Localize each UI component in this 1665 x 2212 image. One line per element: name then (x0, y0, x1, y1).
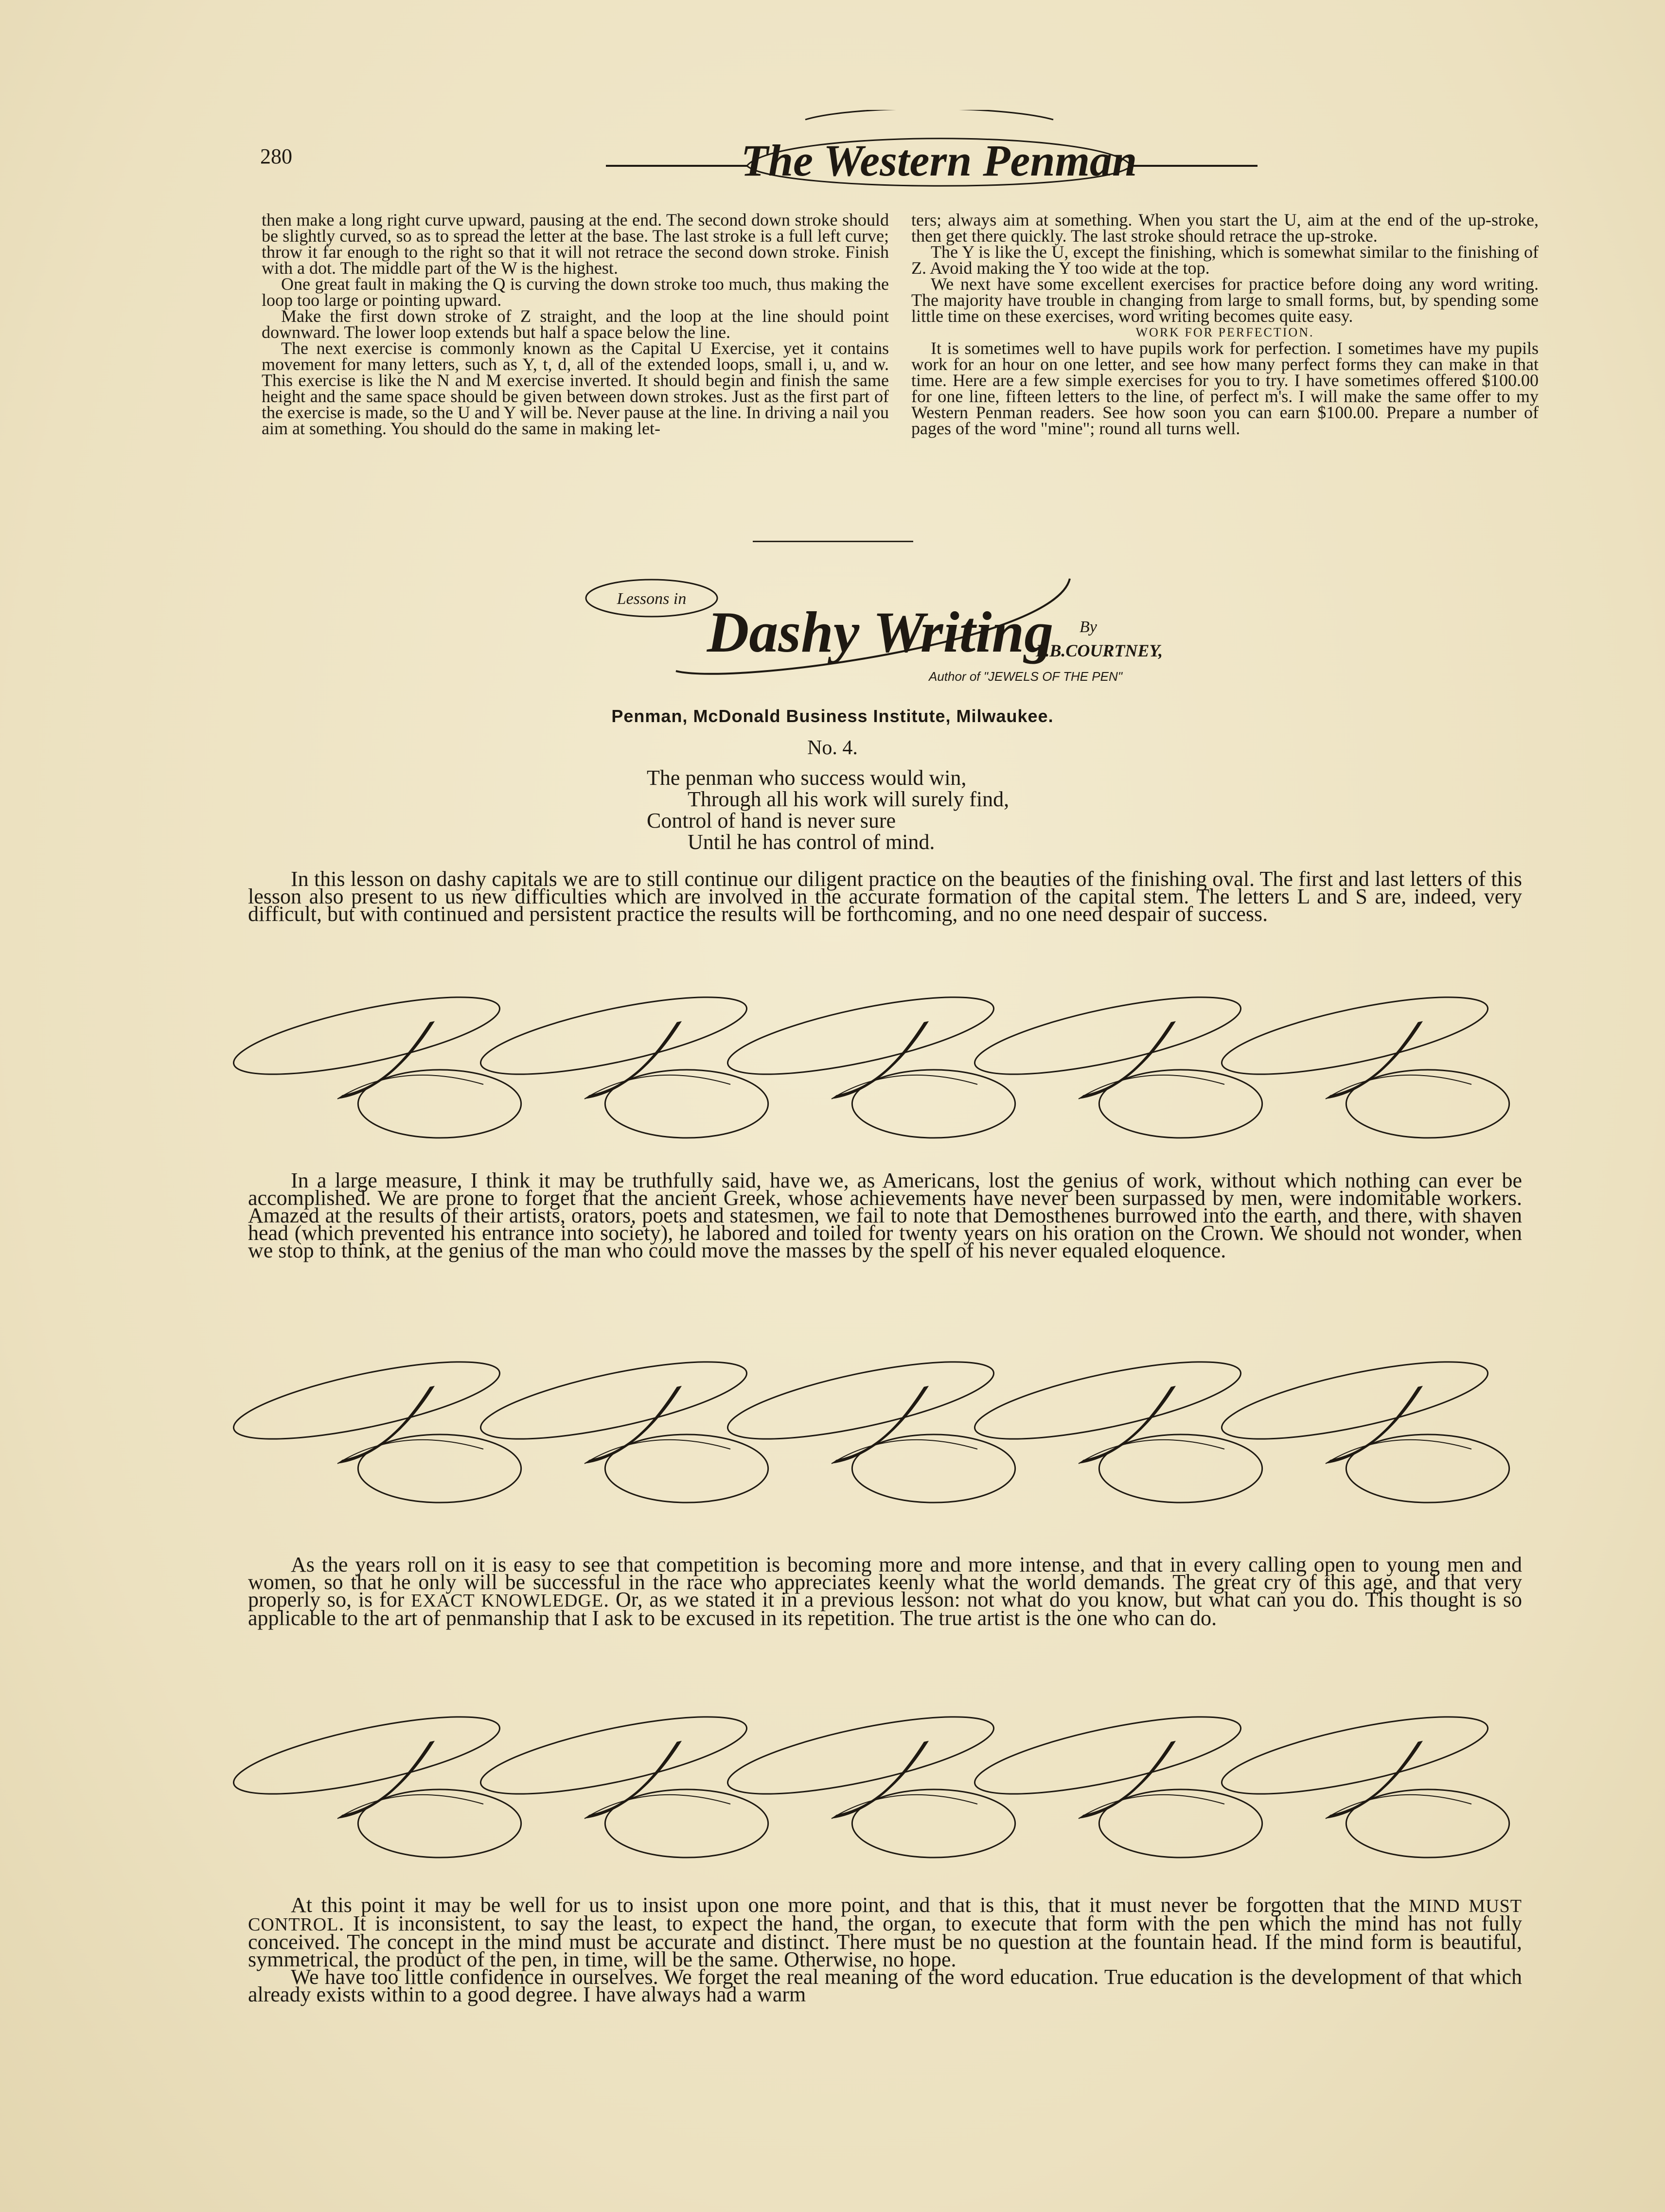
poem-line: The penman who success would win, (647, 766, 967, 790)
right-column (911, 212, 1539, 437)
title-by: By (1080, 618, 1097, 636)
lesson-title-dashy-writing (579, 559, 1221, 690)
masthead-the-western-penman (601, 110, 1260, 197)
masthead-title: The Western Penman (741, 136, 1137, 185)
exercise-letter-n (228, 1702, 521, 1858)
paragraph-2 (248, 1168, 1522, 1262)
poem-line: Through all his work will surely find, (688, 787, 1010, 811)
left-column (262, 212, 889, 437)
title-main: Dashy Writing (707, 600, 1054, 664)
masthead-flourish-top (805, 110, 1053, 120)
paragraph-text (248, 1553, 1522, 1630)
paragraph-text (248, 1893, 1522, 1971)
paragraph-4-before: At this point it may be well for us to insist upon one more point, and that is this, that it must never be forgotten that the (291, 1893, 1409, 1917)
left-paragraph: The next exercise is commonly known as the Capital U Exercise, yet it contains movement for many letters, such as Y, t, d, all of the extended loops, small i, u, and w. This exercise is like the N and M exercise inverted. It should begin and finish the same height and the same space should be given between down strokes. Just as the first part of the exercise is made, so the U and Y will be. Never pause at the line. In driving a nail you aim at something. You should do the same in making let- (262, 338, 889, 438)
poem (647, 767, 1009, 853)
emphasis-mind-must-control: MIND MUST CONTROL (248, 1896, 1522, 1935)
issue-number: No. 4. (807, 737, 858, 759)
emphasis-exact-knowledge: EXACT KNOWLEDGE (411, 1591, 604, 1611)
exercise-letter-n (1216, 1702, 1509, 1858)
exercise-letter-m (722, 1347, 1015, 1503)
exercise-letter-n (722, 1702, 1015, 1858)
exercise-letter-m (969, 1347, 1262, 1503)
exercise-row-capital-m (0, 1347, 1665, 1522)
paragraph-5: We have too little confidence in ourselves. We forget the real meaning of the word education. True education is the development of that which already exists within to a good degree. I have always had a warm (248, 1965, 1522, 2006)
title-author: F.B.COURTNEY, (1036, 641, 1163, 660)
paragraph-3-before: As the years roll on it is easy to see that competition is becoming more and more intense, and that in every calling open to young men and women, so that he only will be successful in the race who appreciates keenly what the world demands. The great cry of this age, and that very properly so, is for (248, 1553, 1522, 1611)
right-paragraph: We next have some excellent exercises for practice before doing any word writing. The majority have trouble in changing from large to small forms, but, by spending some little time on these exercises, word writing becomes quite easy. (911, 274, 1539, 326)
paragraph-4 (248, 1893, 1522, 2006)
paragraph-3 (248, 1553, 1522, 1630)
exercise-letter-m (1216, 1347, 1509, 1503)
title-author-credit: Author of "JEWELS OF THE PEN" (929, 669, 1122, 684)
exercise-row-capital-n (0, 1702, 1665, 1877)
paragraph-text: In a large measure, I think it may be truthfully said, have we, as Americans, lost the genius of work, without which nothing can ever be accomplished. We are prone to forget that the ancient Greek, whose achievements have never been surpassed by men, were indomitable workers. Amazed at the results of their artists, orators, poets and statesmen, we fail to note that Demosthenes burrowed into the earth, and there, with shaven head (which prevented his entrance into society), he labored and toiled for twenty years on his oration on the Crown. We should not wonder, when we stop to think, at the genius of the man who could move the masses by the spell of his never equaled eloquence. (248, 1168, 1522, 1262)
section-heading-work-for-perfection: WORK FOR PERFECTION. (1135, 325, 1314, 339)
exercise-letter-l (722, 982, 1015, 1138)
exercise-letter-m (475, 1347, 768, 1503)
left-paragraph: then make a long right curve upward, pausing at the end. The second down stroke should be slightly curved, so as to spread the letter at the base. The last stroke is a full left curve; throw it far enough to the right so that it will not retrace the second down stroke. Finish with a dot. The middle part of the W is the highest. (262, 210, 889, 278)
paragraph-text: In this lesson on dashy capitals we are to still continue our diligent practice on the beauties of the finishing oval. The first and last letters of this lesson also present to us new difficulties which are involved in the accurate formation of the capital stem. The letters L and S are, indeed, very difficult, but with continued and persistent practice the results will be forthcoming, and no one need despair of success. (248, 867, 1522, 926)
exercise-letter-l (475, 982, 768, 1138)
exercise-letter-l (228, 982, 521, 1138)
exercise-letter-n (969, 1702, 1262, 1858)
right-paragraph: It is sometimes well to have pupils work for perfection. I sometimes have my pupils work for an hour on one letter, and see how many perfect forms they can make in that time. Here are a few simple exercises for you to try. I have sometimes offered $100.00 for one line, fifteen letters to the line, of perfect m's. I will make the same offer to my Western Penman readers. See how soon you can earn $100.00. Prepare a number of pages of the word "mine"; round all turns well. (911, 338, 1539, 438)
institute-line: Penman, McDonald Business Institute, Milwaukee. (611, 706, 1054, 726)
poem-line: Control of hand is never sure (647, 809, 896, 832)
section-divider (753, 541, 913, 542)
title-prefix: Lessons in (617, 590, 687, 608)
right-paragraph: ters; always aim at something. When you start the U, aim at the end of the up-stroke, then get there quickly. The last stroke should retrace the up-stroke. (911, 210, 1539, 246)
left-paragraph: One great fault in making the Q is curving the down stroke too much, thus making the loop too large or pointing upward. (262, 274, 889, 310)
poem-line: Until he has control of mind. (688, 830, 935, 854)
paragraph-1 (248, 867, 1522, 926)
left-paragraph: Make the first down stroke of Z straight, and the loop at the line should point downward. The lower loop extends but half a space below the line. (262, 306, 889, 342)
paragraph-3-after: . Or, as we stated it in a previous lesson: not what do you know, but what can you do. This thought is so applicable to the art of penmanship that I ask to be excused in its repetition. The true artist is the one who can do. (248, 1588, 1522, 1630)
page-number: 280 (260, 144, 292, 168)
right-paragraph: The Y is like the U, except the finishing, which is somewhat similar to the finishing of Z. Avoid making the Y too wide at the top. (911, 242, 1539, 278)
exercise-letter-m (228, 1347, 521, 1503)
exercise-row-capital-l (0, 982, 1665, 1177)
exercise-letter-l (1216, 982, 1509, 1138)
exercise-letter-n (475, 1702, 768, 1858)
paragraph-4-after: . It is inconsistent, to say the least, to expect the hand, the organ, to execute that form with the pen which the mind has not fully conceived. The concept in the mind must be accurate and distinct. There must be no question at the fountain head. If the mind form is beautiful, symmetrical, the product of the pen, in time, will be the same. Otherwise, no hope. (248, 1911, 1522, 1971)
exercise-letter-l (969, 982, 1262, 1138)
